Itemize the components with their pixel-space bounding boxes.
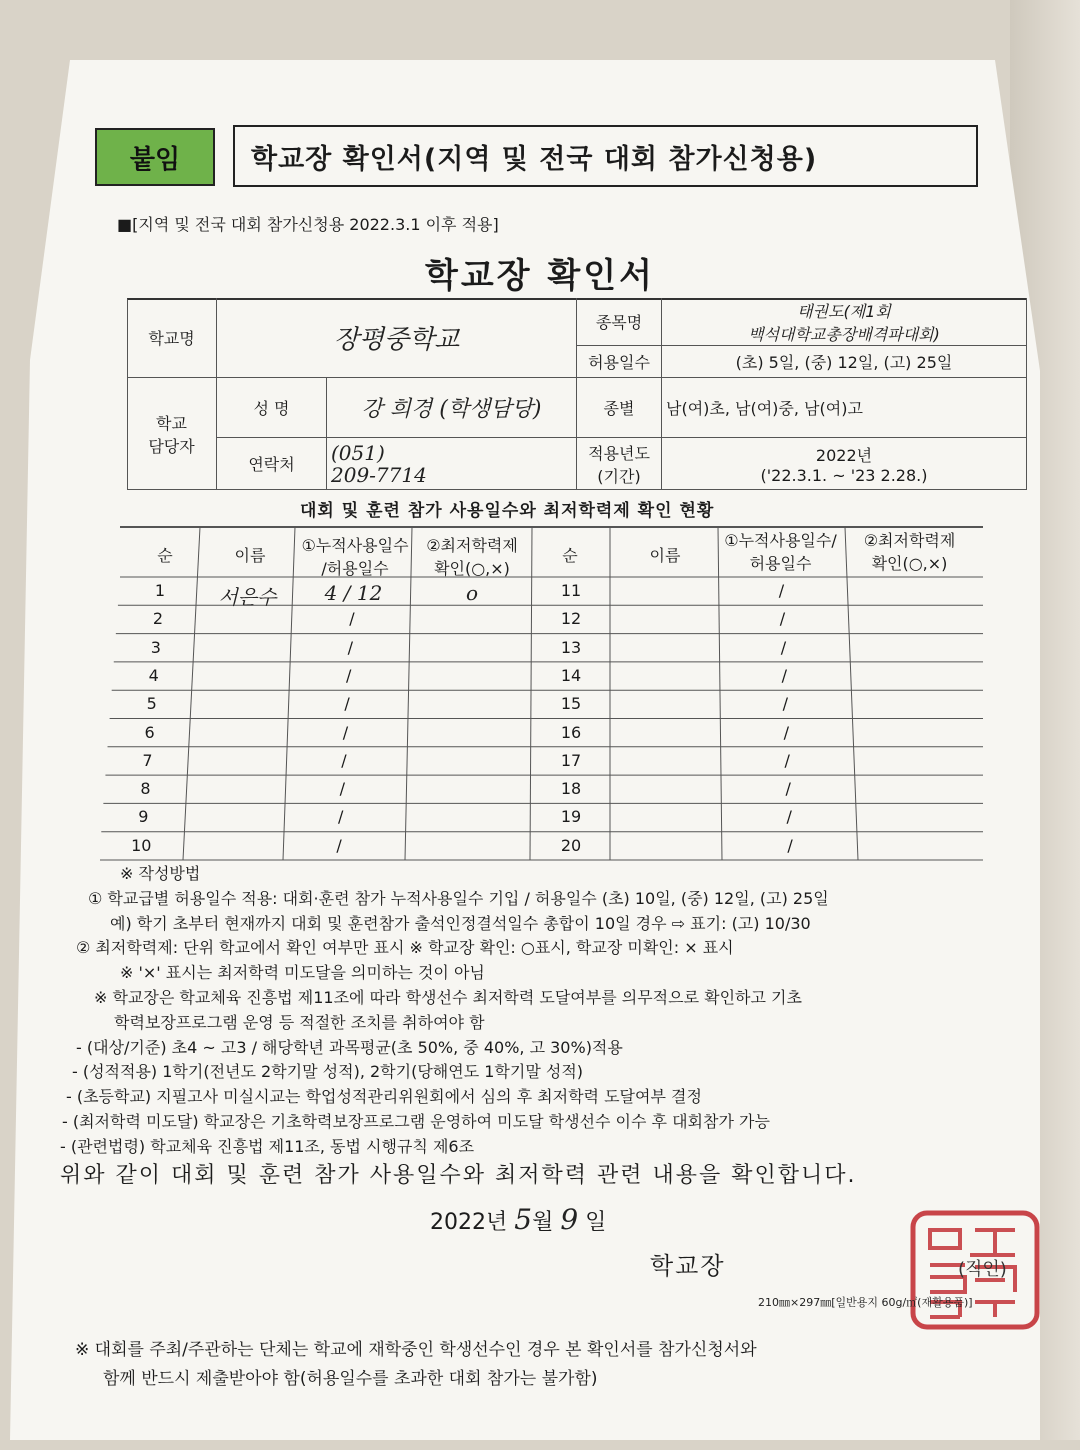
row-seq: 8 [140, 779, 151, 799]
row-seq: 18 [560, 779, 582, 799]
header-used-days-right: ①누적사용일수/ 허용일수 [724, 531, 837, 573]
instruction-line: - (관련법령) 학교체육 진흥법 제11조, 동법 시행규칙 제6조 [60, 1136, 475, 1156]
instruction-line: ① 학교급별 허용일수 적용: 대회·훈련 참가 누적사용일수 기입 / 허용일수 (초) 10일, (중) 12일, (고) 25일 [88, 888, 829, 908]
row-used-days: / [785, 779, 791, 799]
paper-specification: 210㎜×297㎜[일반용지 60g/㎡(재활용품)] [758, 1296, 973, 1309]
row-name: 서은수 [218, 585, 277, 609]
row-used-days: / [344, 694, 350, 714]
row-seq: 16 [560, 722, 582, 742]
header-seq-right: 순 [562, 546, 578, 565]
footnote-line: ※ 대회를 주최/주관하는 단체는 학교에 재학중인 학생선수인 경우 본 확인서를 참가신청서와 [75, 1340, 757, 1360]
signature-date: 2022년 5월 9 일 [430, 1203, 607, 1236]
row-used-days: 4 / 12 [324, 581, 383, 605]
allowed-days-label: 허용일수 [577, 346, 662, 378]
instruction-line: ※ 학교장은 학교체육 진흥법 제11조에 따라 학생선수 최저학력 도달여부를 의무적으로 확인하고 기초 [94, 987, 802, 1007]
row-used-days: / [787, 835, 793, 855]
row-used-days: / [781, 665, 788, 685]
instruction-line: 예) 학기 초부터 현재까지 대회 및 훈련참가 출석인정결석일수 총합이 10일 경우 ⇨ 표기: (고) 10/30 [110, 913, 811, 933]
row-used-days: / [780, 637, 787, 657]
row-used-days: / [342, 722, 349, 742]
instruction-line: ② 최저학력제: 단위 학교에서 확인 여부만 표시 ※ 학교장 확인: ○표시, 학교장 미확인: × 표시 [76, 938, 734, 958]
row-seq: 6 [144, 722, 155, 742]
row-used-days: / [349, 609, 355, 629]
phone-value: (051) 209-7714 [327, 438, 577, 490]
row-used-days: / [779, 609, 786, 629]
instruction-line: - (초등학교) 지필고사 미실시교는 학업성적관리위원회에서 심의 후 최저학력 도달여부 결정 [66, 1087, 702, 1107]
confirmation-statement: 위와 같이 대회 및 훈련 참가 사용일수와 최저학력 관련 내용을 확인합니다. [60, 1163, 857, 1188]
row-min-check: o [465, 581, 479, 605]
row-seq: 14 [560, 665, 582, 685]
row-seq: 5 [146, 694, 157, 714]
header-title: 학교장 확인서(지역 및 전국 대회 참가신청용) [233, 125, 978, 187]
instruction-line: - (성적적용) 1학기(전년도 2학기말 성적), 2학기(당해연도 1학기말 성적) [72, 1062, 584, 1082]
row-seq: 2 [152, 609, 163, 629]
header-used-days: ①누적사용일수 /허용일수 [301, 536, 409, 578]
period-label: 적용년도 (기간) [577, 438, 662, 490]
school-label: 학교명 [127, 298, 217, 378]
period-value: 2022년 ('22.3.1. ~ '23 2.28.) [662, 438, 1027, 490]
instruction-line: 학력보장프로그램 운영 등 적절한 조치를 취하여야 함 [114, 1012, 485, 1032]
school-value: 장평중학교 [217, 298, 577, 378]
row-seq: 12 [560, 609, 582, 629]
row-seq: 19 [560, 807, 582, 827]
name-value: 강 희경 (학생담당) [327, 378, 577, 438]
row-used-days: / [339, 779, 345, 799]
row-used-days: / [341, 750, 347, 770]
row-seq: 3 [150, 637, 161, 657]
row-used-days: / [782, 694, 789, 714]
row-seq: 20 [560, 835, 582, 855]
instruction-line: - (최저학력 미도달) 학교장은 기초학력보장프로그램 운영하여 미도달 학생선수 이수 후 대회참가 가능 [62, 1111, 770, 1131]
row-seq: 17 [560, 750, 582, 770]
phone-label: 연락처 [217, 438, 327, 490]
row-used-days: / [336, 835, 342, 855]
event-value-line1: 태권도(제1회 [797, 301, 891, 321]
row-seq: 11 [560, 581, 582, 600]
attachment-badge: 붙임 [95, 128, 215, 186]
row-seq: 7 [142, 750, 153, 770]
document-title: 학교장 확인서 [425, 256, 655, 296]
footnote [75, 1336, 1015, 1394]
status-table-title: 대회 및 훈련 참가 사용일수와 최저학력제 확인 현황 [300, 501, 715, 521]
row-seq: 9 [138, 807, 149, 827]
header-min-academic-right: ②최저학력제 확인(○,×) [863, 531, 956, 573]
instructions [60, 862, 1050, 1160]
allowed-days-value: (초) 5일, (중) 12일, (고) 25일 [662, 346, 1027, 378]
instruction-line: ※ 작성방법 [120, 864, 201, 883]
row-used-days: / [778, 581, 785, 600]
row-used-days: / [345, 665, 352, 685]
row-seq: 13 [560, 637, 582, 657]
event-value-line2: 백석대학교총장배격파대회) [748, 324, 940, 344]
footnote-line: 함께 반드시 제출받아야 함(허용일수를 초과한 대회 참가는 불가함) [103, 1368, 598, 1389]
principal-label: 학교장 [650, 1252, 726, 1280]
header-name-right: 이름 [649, 546, 681, 565]
applicability-note: ■[지역 및 전국 대회 참가신청용 2022.3.1 이후 적용] [117, 215, 499, 234]
seal-label: (직인) [958, 1259, 1007, 1280]
row-seq: 4 [148, 665, 159, 685]
gender-label: 종별 [577, 378, 662, 438]
contact-person-label: 학교 담당자 [127, 378, 217, 490]
name-label: 성 명 [217, 378, 327, 438]
header-min-academic: ②최저학력제 확인(○,×) [426, 536, 518, 578]
row-used-days: / [337, 807, 344, 827]
row-used-days: / [783, 722, 789, 742]
row-used-days: / [786, 807, 792, 827]
row-used-days: / [347, 637, 353, 657]
row-seq: 10 [131, 835, 152, 855]
header-name: 이름 [234, 546, 266, 565]
gender-value: 남(여)초, 남(여)중, 남(여)고 [662, 378, 1027, 438]
row-seq: 1 [154, 581, 166, 600]
instruction-line: ※ '×' 표시는 최저학력 미도달을 의미하는 것이 아님 [120, 963, 485, 983]
event-label: 종목명 [577, 298, 662, 346]
row-used-days: / [784, 750, 790, 770]
row-seq: 15 [560, 694, 582, 714]
header-seq: 순 [157, 546, 173, 565]
instruction-line: - (대상/기준) 초4 ~ 고3 / 해당학년 과목평균(초 50%, 중 40%, 고 30%)적용 [76, 1037, 623, 1057]
